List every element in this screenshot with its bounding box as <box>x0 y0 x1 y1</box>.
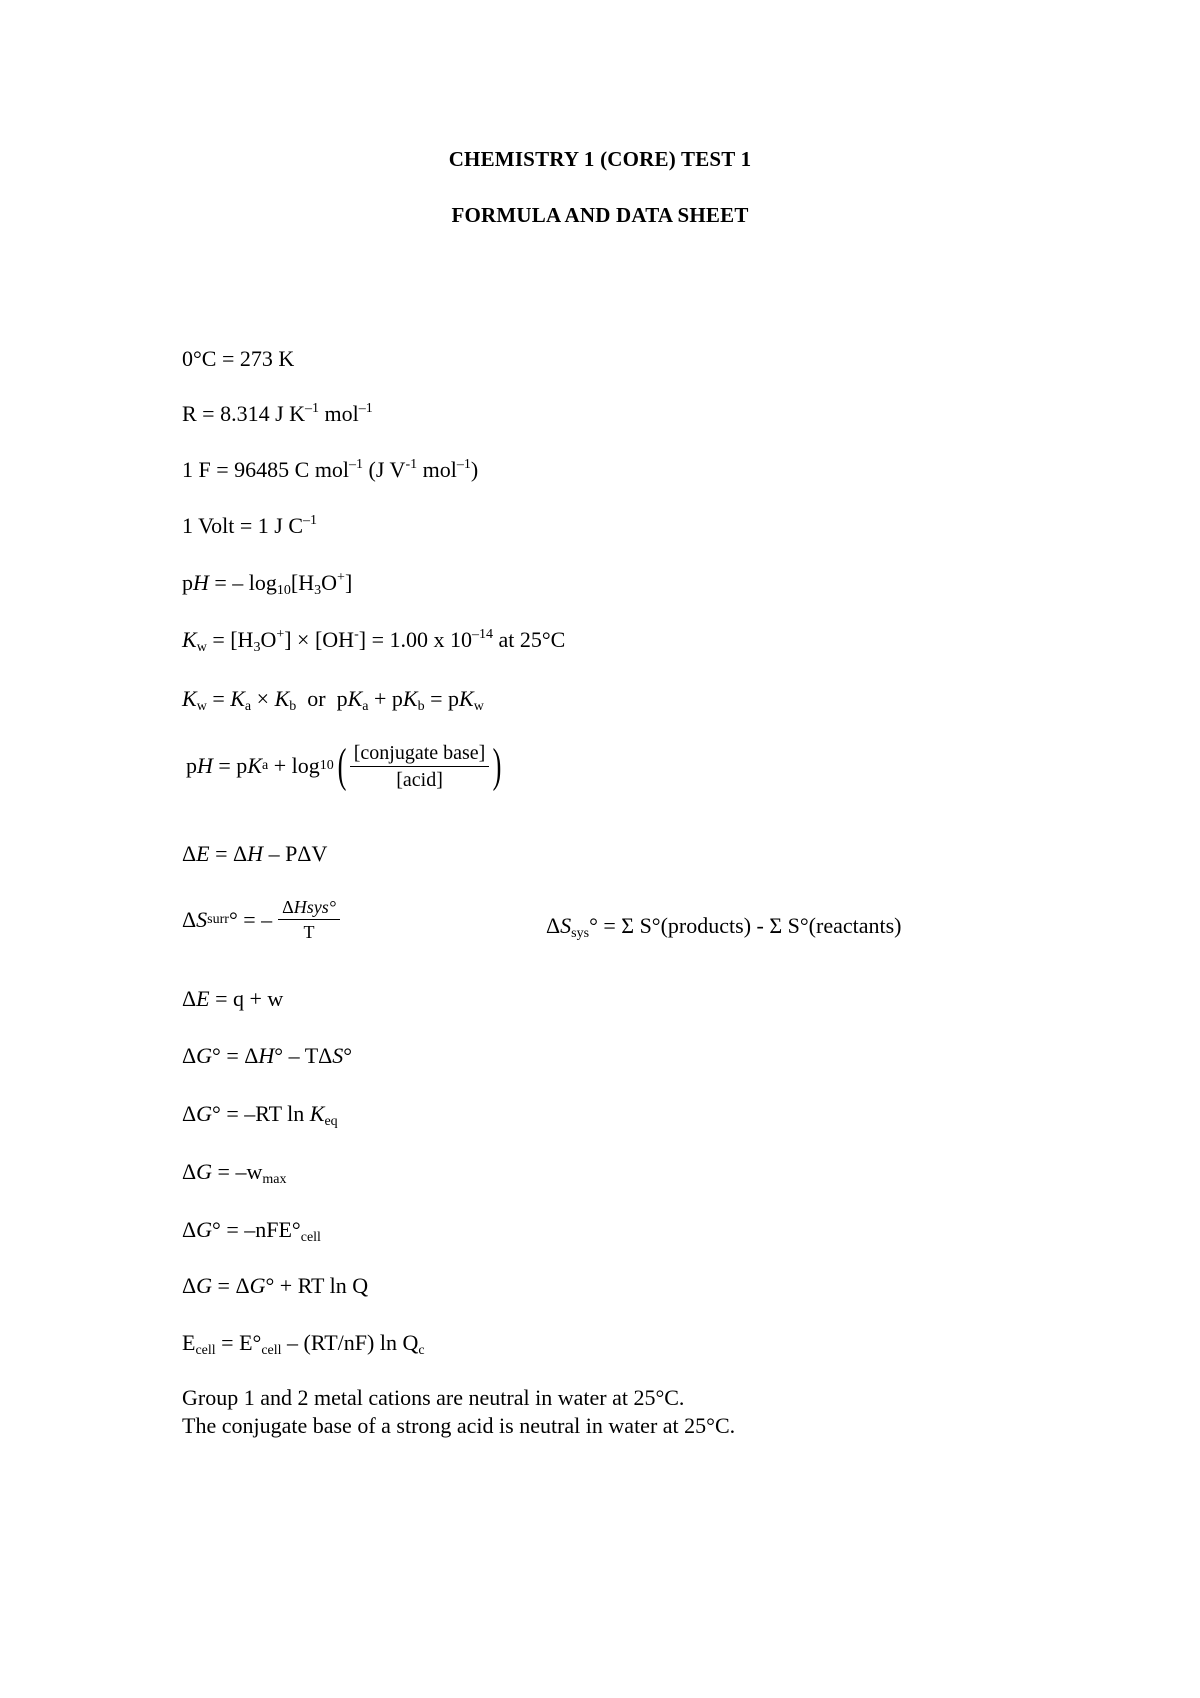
formula-henderson-hasselbalch: p H = p K a + log 10 ( $\frac{\text{[conjugate base]}}{\text{[acid]}}$ ) <box>186 739 502 792</box>
formula-volt: 1 Volt = 1 J $C^{-1}$ <box>182 513 318 538</box>
formula-gibbs-reaction-quotient: ΔG = ΔG° + RT ln Q <box>182 1273 369 1298</box>
formula-ph: pH = – $\log_{10}[H_3O^+]$ <box>182 570 353 598</box>
entropy-fraction: $\frac{\text{ΔHsys°}}{T}$ <box>278 898 340 941</box>
formula-gibbs-keq: ΔG° = –RT $\ln K_{eq}$ <box>182 1101 338 1129</box>
formula-gibbs: ΔG° = ΔH° – TΔS° <box>182 1043 353 1068</box>
page-title: CHEMISTRY 1 (CORE) TEST 1 <box>448 147 752 171</box>
formula-faraday: 1 F = 96485 C mol$^{-1}$ (J $V^{-1}$ mol$^{-1}$) <box>182 457 479 482</box>
formula-gas-constant: R = 8.314 J $K^{-1}$ mol$^{-1}$ <box>182 401 373 426</box>
formula-internal-energy-enthalpy: ΔE = ΔH – PΔV <box>182 841 328 866</box>
formula-kw-ka-kb: $K_w = K_a \times K_b$ or $pK_a + pK_b = pK_w$ <box>182 686 484 714</box>
note-conjugate-base: The conjugate base of a strong acid is neutral in water at 25°C. <box>182 1413 736 1438</box>
formula-entropy-system: $\Delta S_{sys}^\circ = \Sigma$ S°(products) - Σ S°(reactants) <box>546 913 902 941</box>
formula-gibbs-work: $\Delta G = -w_{max}$ <box>182 1159 287 1187</box>
right-paren: ) <box>492 739 502 792</box>
formula-celsius-kelvin: 0°C = 273 K <box>182 346 295 371</box>
formula-nernst: $E_{cell} = E^\circ_{cell} - (RT/nF)$ $\ln Q_c$ <box>182 1330 425 1358</box>
formula-entropy-surroundings: Δ S surr ° = – $\frac{\text{ΔHsys°}}{T}$ <box>182 898 340 941</box>
hh-fraction: $\frac{\text{[conjugate base]}}{\text{[acid]}}$ <box>350 743 490 790</box>
note-group-cations: Group 1 and 2 metal cations are neutral in water at 25°C. <box>182 1385 685 1410</box>
formula-gibbs-cell: $\Delta G^\circ = -nFE^\circ_{cell}$ <box>182 1217 321 1245</box>
left-paren: ( <box>337 739 347 792</box>
page-subtitle: FORMULA AND DATA SHEET <box>451 203 749 227</box>
formula-kw: $K_w = [H_3O^+] \times [OH^-] = 1.00$ x $10^{-14}$ at 25°C <box>182 627 566 655</box>
formula-first-law: ΔE = q + w <box>182 986 284 1011</box>
